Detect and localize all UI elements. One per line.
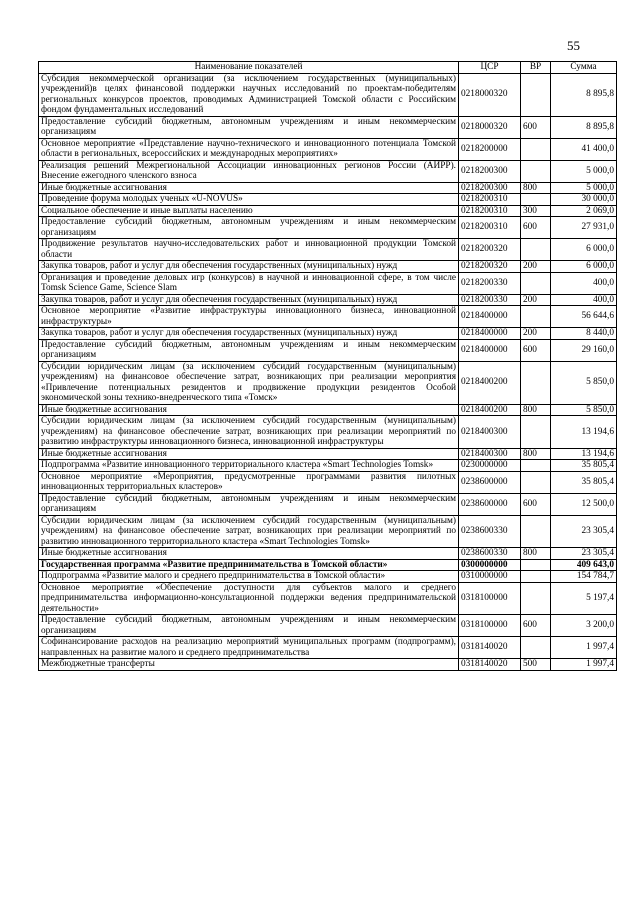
row-sum: 1 997,4	[551, 659, 617, 671]
row-vr	[521, 416, 551, 449]
row-name: Иные бюджетные ассигнования	[39, 404, 459, 416]
row-name: Софинансирование расходов на реализацию мероприятий муниципальных программ (подпрограмм), направленных на развитие малого и среднего предпринимательства	[39, 637, 459, 659]
row-sum: 5 000,0	[551, 160, 617, 182]
row-name: Предоставление субсидий бюджетным, автономным учреждениям и иным некоммерческим организациям	[39, 116, 459, 138]
row-name: Закупка товаров, работ и услуг для обеспечения государственных (муниципальных) нужд	[39, 328, 459, 340]
row-sum: 409 643,0	[551, 559, 617, 571]
row-name: Субсидии юридическим лицам (за исключением субсидий государственным (муниципальным) учреждениям) на финансовое обеспечение затрат, возникающих при реализации мероприятия «Привлечение потенциальных резидентов и продвижение продукции резидентов Особой экономической зоны технико-внедренческого типа «Томск»	[39, 361, 459, 404]
row-csr: 0218200320	[459, 261, 521, 273]
row-vr	[521, 194, 551, 206]
row-vr	[521, 73, 551, 116]
row-csr: 0218000320	[459, 73, 521, 116]
row-sum: 23 305,4	[551, 515, 617, 548]
row-vr	[521, 637, 551, 659]
row-name: Подпрограмма «Развитие малого и среднего предпринимательства в Томской области»	[39, 571, 459, 583]
table-row	[39, 659, 617, 671]
row-sum: 5 000,0	[551, 182, 617, 194]
row-sum: 13 194,6	[551, 448, 617, 460]
row-csr: 0218200310	[459, 194, 521, 206]
row-sum: 400,0	[551, 294, 617, 306]
table-row	[39, 306, 617, 328]
row-sum: 5 850,0	[551, 361, 617, 404]
row-vr	[521, 361, 551, 404]
table-row	[39, 328, 617, 340]
row-vr	[521, 471, 551, 493]
table-row	[39, 615, 617, 637]
table-row	[39, 361, 617, 404]
table-row	[39, 194, 617, 206]
row-vr: 200	[521, 328, 551, 340]
table-row	[39, 637, 617, 659]
row-csr: 0218200300	[459, 160, 521, 182]
row-vr	[521, 239, 551, 261]
row-csr: 0318140020	[459, 659, 521, 671]
table-header-row	[39, 62, 617, 74]
table-row	[39, 272, 617, 294]
row-sum: 35 805,4	[551, 471, 617, 493]
table-row	[39, 548, 617, 560]
row-sum: 12 500,0	[551, 493, 617, 515]
row-csr: 0218400000	[459, 306, 521, 328]
row-name: Государственная программа «Развитие предпринимательства в Томской области»	[39, 559, 459, 571]
row-vr	[521, 559, 551, 571]
row-vr: 600	[521, 116, 551, 138]
row-name: Основное мероприятие «Представление научно-технического и инновационного потенциала Томской области в региональных, всероссийских и международных мероприятиях»	[39, 138, 459, 160]
row-name: Субсидии юридическим лицам (за исключением субсидий государственным (муниципальным) учреждениям) на финансовое обеспечение затрат, возникающих при реализации мероприятий по развитию инфраструктуры инновационного бизнеса, инновационной инфраструктуры	[39, 416, 459, 449]
row-csr: 0310000000	[459, 571, 521, 583]
row-csr: 0218400000	[459, 339, 521, 361]
row-vr: 800	[521, 548, 551, 560]
table-row	[39, 138, 617, 160]
row-name: Иные бюджетные ассигнования	[39, 448, 459, 460]
row-csr: 0318140020	[459, 637, 521, 659]
table-row	[39, 182, 617, 194]
row-vr: 200	[521, 294, 551, 306]
table-row	[39, 493, 617, 515]
row-name: Основное мероприятие «Развитие инфраструктуры инновационного бизнеса, инновационной инфраструктуры»	[39, 306, 459, 328]
row-name: Межбюджетные трансферты	[39, 659, 459, 671]
table-row	[39, 160, 617, 182]
row-vr: 200	[521, 261, 551, 273]
row-csr: 0238600330	[459, 548, 521, 560]
row-csr: 0230000000	[459, 460, 521, 472]
row-name: Проведение форума молодых ученых «U-NOVUS»	[39, 194, 459, 206]
row-sum: 27 931,0	[551, 217, 617, 239]
row-vr: 600	[521, 493, 551, 515]
row-sum: 8 440,0	[551, 328, 617, 340]
row-csr: 0218200330	[459, 272, 521, 294]
row-vr	[521, 515, 551, 548]
row-sum: 29 160,0	[551, 339, 617, 361]
row-csr: 0218200000	[459, 138, 521, 160]
row-sum: 8 895,8	[551, 116, 617, 138]
row-sum: 56 644,6	[551, 306, 617, 328]
row-vr	[521, 460, 551, 472]
page-number: 55	[567, 38, 580, 53]
row-vr	[521, 582, 551, 615]
row-vr: 600	[521, 217, 551, 239]
row-csr: 0218200310	[459, 205, 521, 217]
row-csr: 0218200320	[459, 239, 521, 261]
row-vr	[521, 138, 551, 160]
header-vr: ВР	[521, 62, 551, 74]
row-csr: 0218400000	[459, 328, 521, 340]
table-row	[39, 471, 617, 493]
row-csr: 0218400200	[459, 361, 521, 404]
table-row	[39, 217, 617, 239]
row-csr: 0318100000	[459, 582, 521, 615]
row-name: Предоставление субсидий бюджетным, автономным учреждениям и иным некоммерческим организациям	[39, 493, 459, 515]
row-vr	[521, 306, 551, 328]
row-name: Предоставление субсидий бюджетным, автономным учреждениям и иным некоммерческим организациям	[39, 615, 459, 637]
row-sum: 154 784,7	[551, 571, 617, 583]
table-row	[39, 515, 617, 548]
row-name: Продвижение результатов научно-исследовательских работ и инновационной продукции Томской области	[39, 239, 459, 261]
row-name: Подпрограмма «Развитие инновационного территориального кластера «Smart Technologies Tomsk»	[39, 460, 459, 472]
table-row	[39, 448, 617, 460]
row-sum: 35 805,4	[551, 460, 617, 472]
table-row	[39, 571, 617, 583]
header-sum: Сумма	[551, 62, 617, 74]
row-sum: 23 305,4	[551, 548, 617, 560]
row-csr: 0218200310	[459, 217, 521, 239]
row-name: Реализация решений Межрегиональной Ассоциации инновационных регионов России (АИРР). Внесение ежегодного членского взноса	[39, 160, 459, 182]
row-sum: 41 400,0	[551, 138, 617, 160]
row-csr: 0218200330	[459, 294, 521, 306]
row-vr	[521, 272, 551, 294]
row-sum: 6 000,0	[551, 261, 617, 273]
row-vr: 600	[521, 339, 551, 361]
table-row	[39, 261, 617, 273]
table-row	[39, 460, 617, 472]
row-vr	[521, 160, 551, 182]
row-csr: 0318100000	[459, 615, 521, 637]
row-name: Социальное обеспечение и иные выплаты населению	[39, 205, 459, 217]
row-csr: 0218400300	[459, 448, 521, 460]
row-csr: 0218400200	[459, 404, 521, 416]
row-csr: 0238600000	[459, 471, 521, 493]
table-row	[39, 404, 617, 416]
row-sum: 5 197,4	[551, 582, 617, 615]
row-name: Организация и проведение деловых игр (конкурсов) в научной и инновационной сфере, в том числе Tomsk Science Game, Science Slam	[39, 272, 459, 294]
row-vr: 800	[521, 404, 551, 416]
budget-table	[38, 61, 617, 671]
row-csr: 0218400300	[459, 416, 521, 449]
row-name: Закупка товаров, работ и услуг для обеспечения государственных (муниципальных) нужд	[39, 261, 459, 273]
row-sum: 400,0	[551, 272, 617, 294]
row-sum: 5 850,0	[551, 404, 617, 416]
header-csr: ЦСР	[459, 62, 521, 74]
row-csr: 0218200300	[459, 182, 521, 194]
row-sum: 8 895,8	[551, 73, 617, 116]
table-row	[39, 294, 617, 306]
row-sum: 1 997,4	[551, 637, 617, 659]
row-vr: 500	[521, 659, 551, 671]
table-row	[39, 205, 617, 217]
row-name: Закупка товаров, работ и услуг для обеспечения государственных (муниципальных) нужд	[39, 294, 459, 306]
row-csr: 0218000320	[459, 116, 521, 138]
row-name: Предоставление субсидий бюджетным, автономным учреждениям и иным некоммерческим организациям	[39, 217, 459, 239]
row-vr: 300	[521, 205, 551, 217]
row-csr: 0238600330	[459, 515, 521, 548]
table-row	[39, 582, 617, 615]
row-sum: 2 069,0	[551, 205, 617, 217]
row-name: Субсидия некоммерческой организации (за исключением государственных (муниципальных) учреждений)в целях финансовой поддержки научных исследований по проектам-победителям региональных конкурсов проектов, проводимых Администрацией Томской области с Российским фондом фундаментальных исследований	[39, 73, 459, 116]
header-name: Наименование показателей	[39, 62, 459, 74]
table-row	[39, 559, 617, 571]
row-vr	[521, 571, 551, 583]
row-vr: 600	[521, 615, 551, 637]
row-sum: 30 000,0	[551, 194, 617, 206]
table-row	[39, 339, 617, 361]
row-vr: 800	[521, 448, 551, 460]
row-csr: 0300000000	[459, 559, 521, 571]
table-row	[39, 116, 617, 138]
row-csr: 0238600000	[459, 493, 521, 515]
row-sum: 6 000,0	[551, 239, 617, 261]
row-name: Иные бюджетные ассигнования	[39, 182, 459, 194]
row-name: Основное мероприятие «Обеспечение доступности для субъектов малого и среднего предпринимательства информационно-консультационной поддержки ведения предпринимательской деятельности»	[39, 582, 459, 615]
table-row	[39, 73, 617, 116]
row-vr: 800	[521, 182, 551, 194]
row-sum: 3 200,0	[551, 615, 617, 637]
table-row	[39, 239, 617, 261]
row-name: Предоставление субсидий бюджетным, автономным учреждениям и иным некоммерческим организациям	[39, 339, 459, 361]
table-row	[39, 416, 617, 449]
row-name: Иные бюджетные ассигнования	[39, 548, 459, 560]
row-sum: 13 194,6	[551, 416, 617, 449]
row-name: Основное мероприятие «Мероприятия, предусмотренные программами развития пилотных инновационных территориальных кластеров»	[39, 471, 459, 493]
row-name: Субсидии юридическим лицам (за исключением субсидий государственным (муниципальным) учреждениям) на финансовое обеспечение затрат, возникающих при реализации мероприятий по развитию инновационного территориального кластера «Smart Technologies Tomsk»	[39, 515, 459, 548]
